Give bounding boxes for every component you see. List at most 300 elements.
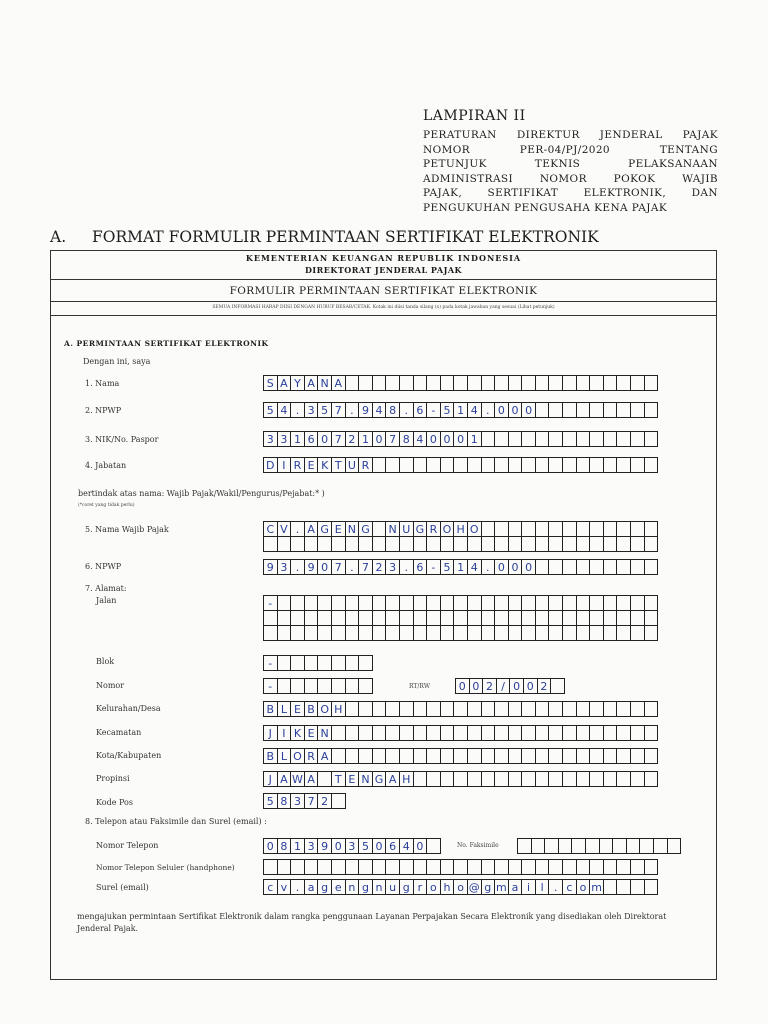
char-box[interactable] — [508, 859, 523, 875]
char-box[interactable] — [576, 431, 591, 447]
char-box[interactable] — [290, 595, 305, 611]
char-box[interactable] — [630, 625, 645, 641]
char-box[interactable]: 0 — [523, 678, 538, 694]
char-box[interactable] — [440, 457, 455, 473]
char-box[interactable] — [263, 610, 278, 626]
telepon-field[interactable] — [263, 838, 441, 854]
char-box[interactable] — [372, 375, 387, 391]
char-box[interactable]: . — [345, 559, 360, 575]
char-box[interactable] — [426, 748, 441, 764]
char-box[interactable] — [644, 610, 659, 626]
char-box[interactable] — [385, 595, 400, 611]
char-box[interactable] — [576, 625, 591, 641]
char-box[interactable] — [440, 595, 455, 611]
char-box[interactable] — [589, 559, 604, 575]
char-box[interactable]: c — [562, 879, 577, 895]
char-box[interactable]: 7 — [331, 402, 346, 418]
char-box[interactable] — [558, 838, 573, 854]
char-box[interactable]: m — [591, 881, 602, 894]
char-box[interactable] — [277, 536, 292, 552]
char-box[interactable]: 3 — [263, 431, 278, 447]
char-box[interactable]: g — [358, 879, 373, 895]
char-box[interactable] — [571, 838, 586, 854]
char-box[interactable] — [562, 595, 577, 611]
char-box[interactable] — [535, 625, 550, 641]
char-box[interactable]: 4 — [277, 402, 292, 418]
char-box[interactable] — [440, 610, 455, 626]
char-box[interactable] — [494, 536, 509, 552]
char-box[interactable] — [562, 610, 577, 626]
char-box[interactable] — [413, 375, 428, 391]
char-box[interactable]: o — [426, 879, 441, 895]
char-box[interactable] — [603, 771, 618, 787]
char-box[interactable] — [603, 595, 618, 611]
char-box[interactable] — [616, 610, 631, 626]
char-box[interactable] — [426, 771, 441, 787]
char-box[interactable]: g — [481, 879, 496, 895]
char-box[interactable] — [453, 610, 468, 626]
char-box[interactable] — [453, 701, 468, 717]
char-box[interactable]: N — [385, 521, 400, 537]
char-box[interactable] — [548, 375, 563, 391]
char-box[interactable] — [331, 859, 346, 875]
char-box[interactable] — [399, 457, 414, 473]
char-box[interactable] — [345, 655, 360, 671]
char-box[interactable] — [576, 559, 591, 575]
char-box[interactable]: 2 — [345, 431, 360, 447]
char-box[interactable] — [535, 559, 550, 575]
char-box[interactable]: 0 — [317, 431, 332, 447]
char-box[interactable] — [481, 725, 496, 741]
char-box[interactable]: W — [292, 773, 303, 786]
char-box[interactable]: 0 — [426, 431, 441, 447]
char-box[interactable] — [467, 748, 482, 764]
char-box[interactable]: c — [263, 879, 278, 895]
char-box[interactable] — [453, 725, 468, 741]
char-box[interactable]: o — [576, 879, 591, 895]
char-box[interactable]: 6 — [413, 402, 428, 418]
char-box[interactable]: G — [317, 521, 332, 537]
char-box[interactable] — [331, 678, 346, 694]
char-box[interactable] — [616, 536, 631, 552]
char-box[interactable] — [576, 748, 591, 764]
char-box[interactable] — [399, 610, 414, 626]
char-box[interactable] — [576, 521, 591, 537]
char-box[interactable] — [331, 536, 346, 552]
char-box[interactable] — [345, 610, 360, 626]
char-box[interactable]: 3 — [304, 838, 319, 854]
char-box[interactable]: n — [372, 879, 387, 895]
char-box[interactable] — [440, 701, 455, 717]
char-box[interactable]: a — [508, 879, 523, 895]
char-box[interactable] — [603, 521, 618, 537]
char-box[interactable] — [521, 595, 536, 611]
jalan-field-line1[interactable] — [263, 595, 658, 611]
char-box[interactable]: N — [345, 521, 360, 537]
char-box[interactable]: G — [358, 521, 373, 537]
char-box[interactable] — [331, 595, 346, 611]
char-box[interactable]: h — [440, 879, 455, 895]
char-box[interactable]: H — [399, 771, 414, 787]
char-box[interactable]: . — [481, 402, 496, 418]
char-box[interactable]: l — [535, 879, 550, 895]
char-box[interactable] — [413, 595, 428, 611]
char-box[interactable]: . — [290, 521, 305, 537]
char-box[interactable] — [562, 431, 577, 447]
char-box[interactable]: . — [345, 402, 360, 418]
char-box[interactable]: 1 — [358, 431, 373, 447]
char-box[interactable] — [358, 625, 373, 641]
char-box[interactable] — [372, 521, 387, 537]
char-box[interactable] — [644, 859, 659, 875]
char-box[interactable] — [385, 725, 400, 741]
char-box[interactable]: - — [263, 678, 278, 694]
char-box[interactable] — [399, 701, 414, 717]
npwp-wp-field[interactable] — [263, 559, 658, 575]
char-box[interactable]: 0 — [469, 678, 484, 694]
char-box[interactable]: 8 — [385, 402, 400, 418]
char-box[interactable] — [385, 625, 400, 641]
char-box[interactable] — [467, 610, 482, 626]
char-box[interactable] — [481, 536, 496, 552]
char-box[interactable] — [345, 748, 360, 764]
char-box[interactable] — [399, 595, 414, 611]
char-box[interactable] — [263, 625, 278, 641]
char-box[interactable] — [413, 771, 428, 787]
char-box[interactable] — [576, 402, 591, 418]
char-box[interactable] — [426, 610, 441, 626]
char-box[interactable]: 4 — [467, 559, 482, 575]
kodepos-field[interactable] — [263, 793, 346, 809]
char-box[interactable]: 3 — [290, 793, 305, 809]
char-box[interactable] — [562, 771, 577, 787]
char-box[interactable] — [331, 725, 346, 741]
char-box[interactable] — [589, 375, 604, 391]
char-box[interactable] — [440, 625, 455, 641]
rtrw-field[interactable] — [455, 678, 565, 694]
char-box[interactable] — [494, 375, 509, 391]
char-box[interactable] — [521, 431, 536, 447]
char-box[interactable] — [481, 595, 496, 611]
char-box[interactable]: 3 — [385, 559, 400, 575]
char-box[interactable] — [630, 859, 645, 875]
char-box[interactable] — [630, 431, 645, 447]
char-box[interactable] — [331, 748, 346, 764]
char-box[interactable]: 0 — [453, 431, 468, 447]
char-box[interactable]: v — [277, 879, 292, 895]
char-box[interactable]: 5 — [317, 402, 332, 418]
char-box[interactable]: O — [317, 701, 332, 717]
char-box[interactable] — [521, 610, 536, 626]
char-box[interactable] — [616, 748, 631, 764]
char-box[interactable]: E — [345, 771, 360, 787]
char-box[interactable] — [612, 838, 627, 854]
char-box[interactable] — [413, 625, 428, 641]
char-box[interactable] — [453, 457, 468, 473]
char-box[interactable]: A — [331, 375, 346, 391]
char-box[interactable]: D — [263, 457, 278, 473]
char-box[interactable]: 4 — [399, 838, 414, 854]
nama-wp-field-line1[interactable] — [263, 521, 658, 537]
char-box[interactable]: 0 — [372, 431, 387, 447]
char-box[interactable] — [562, 748, 577, 764]
char-box[interactable] — [544, 838, 559, 854]
char-box[interactable] — [399, 748, 414, 764]
nik-field[interactable] — [263, 431, 658, 447]
char-box[interactable]: 0 — [372, 838, 387, 854]
char-box[interactable]: E — [304, 725, 319, 741]
char-box[interactable]: - — [426, 402, 441, 418]
char-box[interactable] — [453, 859, 468, 875]
char-box[interactable] — [317, 536, 332, 552]
char-box[interactable]: 9 — [304, 559, 319, 575]
char-box[interactable] — [521, 725, 536, 741]
char-box[interactable] — [576, 725, 591, 741]
char-box[interactable] — [481, 375, 496, 391]
char-box[interactable] — [576, 859, 591, 875]
char-box[interactable] — [426, 859, 441, 875]
char-box[interactable] — [521, 521, 536, 537]
char-box[interactable] — [440, 859, 455, 875]
char-box[interactable] — [603, 536, 618, 552]
char-box[interactable] — [494, 610, 509, 626]
char-box[interactable] — [603, 375, 618, 391]
char-box[interactable] — [521, 771, 536, 787]
char-box[interactable]: 4 — [372, 402, 387, 418]
char-box[interactable] — [345, 595, 360, 611]
char-box[interactable] — [413, 457, 428, 473]
char-box[interactable] — [616, 625, 631, 641]
char-box[interactable] — [548, 725, 563, 741]
char-box[interactable] — [372, 536, 387, 552]
char-box[interactable] — [589, 610, 604, 626]
char-box[interactable] — [603, 457, 618, 473]
char-box[interactable]: A — [317, 748, 332, 764]
char-box[interactable] — [481, 859, 496, 875]
char-box[interactable]: / — [496, 678, 511, 694]
char-box[interactable] — [345, 725, 360, 741]
char-box[interactable] — [399, 725, 414, 741]
char-box[interactable]: U — [399, 521, 414, 537]
char-box[interactable] — [550, 678, 565, 694]
char-box[interactable] — [345, 625, 360, 641]
char-box[interactable] — [494, 748, 509, 764]
char-box[interactable] — [372, 725, 387, 741]
char-box[interactable]: 6 — [385, 838, 400, 854]
char-box[interactable] — [535, 701, 550, 717]
char-box[interactable] — [385, 375, 400, 391]
char-box[interactable] — [263, 536, 278, 552]
char-box[interactable]: e — [331, 879, 346, 895]
char-box[interactable] — [521, 748, 536, 764]
nama-field[interactable] — [263, 375, 658, 391]
char-box[interactable] — [548, 748, 563, 764]
char-box[interactable] — [358, 678, 373, 694]
jalan-field-line3[interactable] — [263, 625, 658, 641]
char-box[interactable] — [535, 859, 550, 875]
char-box[interactable]: 2 — [372, 559, 387, 575]
char-box[interactable] — [277, 625, 292, 641]
char-box[interactable] — [562, 375, 577, 391]
char-box[interactable] — [494, 725, 509, 741]
char-box[interactable]: 5 — [263, 402, 278, 418]
char-box[interactable] — [630, 457, 645, 473]
char-box[interactable]: 0 — [508, 559, 523, 575]
char-box[interactable] — [644, 559, 659, 575]
char-box[interactable] — [399, 536, 414, 552]
char-box[interactable]: B — [263, 748, 278, 764]
char-box[interactable] — [535, 610, 550, 626]
char-box[interactable] — [358, 701, 373, 717]
char-box[interactable] — [304, 610, 319, 626]
char-box[interactable] — [331, 655, 346, 671]
char-box[interactable]: . — [290, 402, 305, 418]
char-box[interactable] — [358, 859, 373, 875]
char-box[interactable] — [317, 678, 332, 694]
char-box[interactable]: R — [426, 521, 441, 537]
char-box[interactable] — [616, 701, 631, 717]
char-box[interactable] — [603, 879, 618, 895]
char-box[interactable] — [508, 748, 523, 764]
char-box[interactable] — [317, 625, 332, 641]
char-box[interactable]: 9 — [317, 838, 332, 854]
char-box[interactable] — [345, 536, 360, 552]
char-box[interactable] — [494, 771, 509, 787]
npwp-field[interactable] — [263, 402, 658, 418]
char-box[interactable] — [481, 457, 496, 473]
char-box[interactable] — [589, 725, 604, 741]
char-box[interactable] — [385, 748, 400, 764]
char-box[interactable] — [304, 655, 319, 671]
char-box[interactable] — [630, 536, 645, 552]
char-box[interactable]: 5 — [440, 559, 455, 575]
char-box[interactable] — [562, 536, 577, 552]
char-box[interactable] — [413, 748, 428, 764]
char-box[interactable] — [644, 625, 659, 641]
char-box[interactable] — [548, 595, 563, 611]
char-box[interactable]: 3 — [304, 402, 319, 418]
char-box[interactable] — [548, 521, 563, 537]
char-box[interactable]: 7 — [358, 559, 373, 575]
propinsi-field[interactable] — [263, 771, 658, 787]
char-box[interactable]: E — [331, 521, 346, 537]
char-box[interactable] — [508, 725, 523, 741]
char-box[interactable] — [345, 859, 360, 875]
char-box[interactable] — [630, 879, 645, 895]
char-box[interactable] — [508, 610, 523, 626]
char-box[interactable] — [331, 610, 346, 626]
char-box[interactable]: g — [399, 879, 414, 895]
char-box[interactable] — [277, 678, 292, 694]
char-box[interactable] — [521, 375, 536, 391]
char-box[interactable]: 7 — [385, 431, 400, 447]
char-box[interactable] — [508, 595, 523, 611]
char-box[interactable] — [644, 536, 659, 552]
char-box[interactable] — [358, 595, 373, 611]
char-box[interactable]: N — [317, 375, 332, 391]
seluler-field[interactable] — [263, 859, 658, 875]
char-box[interactable]: 6 — [304, 431, 319, 447]
char-box[interactable]: V — [277, 521, 292, 537]
char-box[interactable]: . — [290, 559, 305, 575]
char-box[interactable] — [372, 701, 387, 717]
char-box[interactable] — [426, 701, 441, 717]
char-box[interactable]: - — [263, 595, 278, 611]
kelurahan-field[interactable] — [263, 701, 658, 717]
char-box[interactable] — [399, 375, 414, 391]
char-box[interactable] — [630, 725, 645, 741]
char-box[interactable] — [548, 431, 563, 447]
char-box[interactable]: K — [317, 457, 332, 473]
char-box[interactable] — [589, 536, 604, 552]
char-box[interactable] — [589, 625, 604, 641]
char-box[interactable] — [290, 678, 305, 694]
char-box[interactable]: . — [548, 879, 563, 895]
char-box[interactable]: 7 — [331, 431, 346, 447]
char-box[interactable] — [413, 701, 428, 717]
char-box[interactable] — [385, 536, 400, 552]
char-box[interactable] — [358, 725, 373, 741]
char-box[interactable]: 1 — [290, 838, 305, 854]
char-box[interactable] — [644, 771, 659, 787]
char-box[interactable] — [385, 610, 400, 626]
blok-field[interactable] — [263, 655, 373, 671]
char-box[interactable] — [413, 610, 428, 626]
char-box[interactable] — [562, 402, 577, 418]
char-box[interactable] — [508, 457, 523, 473]
char-box[interactable] — [630, 595, 645, 611]
char-box[interactable]: J — [263, 725, 278, 741]
char-box[interactable] — [481, 748, 496, 764]
char-box[interactable] — [535, 375, 550, 391]
char-box[interactable] — [548, 625, 563, 641]
char-box[interactable]: 7 — [304, 793, 319, 809]
char-box[interactable] — [426, 625, 441, 641]
char-box[interactable] — [576, 595, 591, 611]
char-box[interactable]: A — [304, 521, 319, 537]
char-box[interactable] — [494, 431, 509, 447]
char-box[interactable]: 6 — [413, 559, 428, 575]
char-box[interactable]: S — [263, 375, 278, 391]
char-box[interactable] — [494, 521, 509, 537]
char-box[interactable]: A — [385, 771, 400, 787]
char-box[interactable] — [644, 595, 659, 611]
char-box[interactable] — [467, 701, 482, 717]
char-box[interactable] — [467, 595, 482, 611]
char-box[interactable] — [317, 655, 332, 671]
char-box[interactable] — [304, 625, 319, 641]
char-box[interactable] — [263, 859, 278, 875]
char-box[interactable]: R — [304, 748, 319, 764]
char-box[interactable]: 1 — [290, 431, 305, 447]
char-box[interactable]: G — [413, 521, 428, 537]
char-box[interactable] — [453, 375, 468, 391]
char-box[interactable] — [290, 536, 305, 552]
kota-field[interactable] — [263, 748, 658, 764]
char-box[interactable] — [440, 748, 455, 764]
char-box[interactable] — [290, 625, 305, 641]
surel-field[interactable] — [263, 879, 658, 895]
nama-wp-field-line2[interactable] — [263, 536, 658, 552]
char-box[interactable] — [616, 375, 631, 391]
char-box[interactable] — [494, 859, 509, 875]
char-box[interactable]: 9 — [263, 559, 278, 575]
char-box[interactable] — [358, 748, 373, 764]
char-box[interactable]: 0 — [331, 838, 346, 854]
char-box[interactable] — [440, 536, 455, 552]
char-box[interactable] — [426, 595, 441, 611]
char-box[interactable] — [358, 610, 373, 626]
